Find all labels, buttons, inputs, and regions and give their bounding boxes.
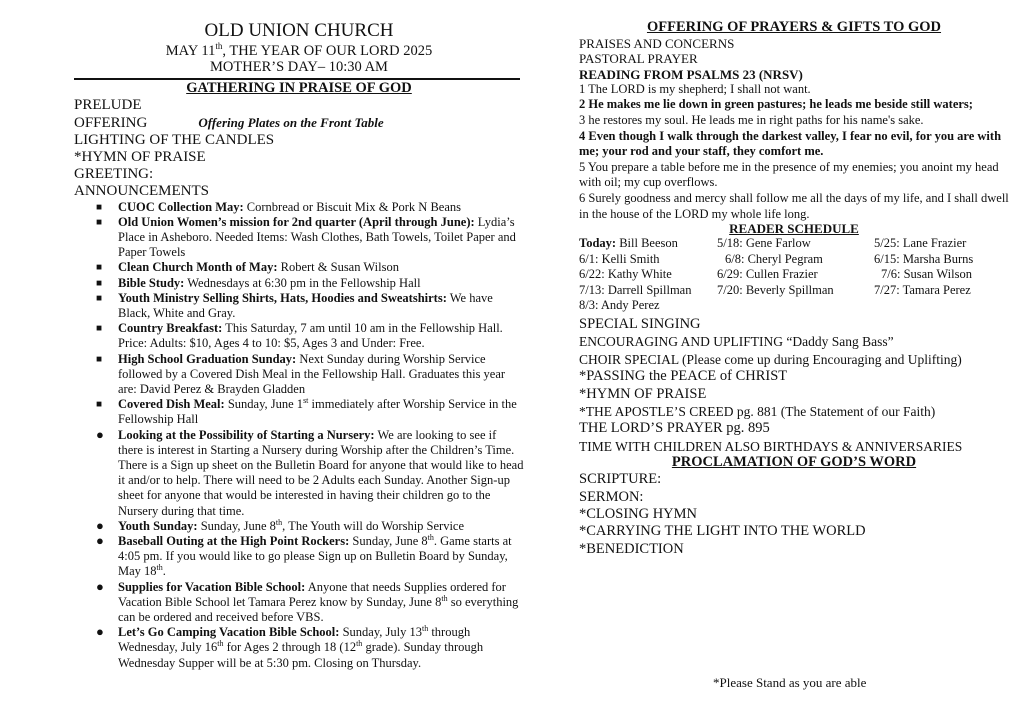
church-name: OLD UNION CHURCH	[204, 20, 394, 41]
square-bullet-icon: ■	[96, 353, 103, 365]
order-pastoral-prayer: PASTORAL PRAYER	[579, 51, 698, 67]
psalm-verse-3: 3 he restores my soul. He leads me in right paths for his name's sake.	[579, 113, 924, 128]
list-item: ■ CUOC Collection May: Cornbread or Biscuit Mix & Pork N Beans	[96, 199, 462, 214]
schedule-cell	[874, 298, 979, 314]
round-bullet-icon: ●	[96, 532, 104, 548]
schedule-cell: 7/27: Tamara Perez	[874, 282, 971, 297]
list-item: ● Youth Sunday: Sunday, June 8th, The Youth will do Worship Service	[96, 517, 465, 533]
schedule-cell: 5/18: Gene Farlow	[717, 236, 811, 251]
round-bullet-icon: ●	[96, 578, 104, 594]
section-heading-proclamation: PROCLAMATION OF GOD’S WORD	[671, 454, 917, 471]
order-sermon: SERMON:	[579, 488, 644, 505]
list-item: ● Baseball Outing at the High Point Rockers: Sunday, June 8th. Game starts at 4:05 pm. If you would like to go please Sign up on Bulletin Board by Sunday, May 18th.	[96, 532, 512, 579]
bulletin-header	[74, 20, 524, 76]
round-bullet-icon: ●	[96, 426, 104, 442]
order-greeting: GREETING:	[74, 165, 154, 182]
schedule-cell: 7/20: Beverly Spillman	[717, 282, 834, 297]
schedule-cell: 7/13: Darrell Spillman	[579, 282, 692, 297]
psalm-verse-1: 1 The LORD is my shepherd; I shall not want.	[579, 81, 811, 96]
square-bullet-icon: ■	[96, 323, 103, 335]
order-time-with-children: TIME WITH CHILDREN ALSO BIRTHDAYS & ANNIVERSARIES	[579, 438, 963, 454]
table-row	[579, 298, 979, 314]
square-bullet-icon: ■	[96, 399, 103, 411]
psalm-verse-6: 6 Surely goodness and mercy shall follow me all the days of my life, and I shall dwell in the house of the LORD my whole life long.	[579, 190, 1009, 221]
reader-schedule-table	[579, 236, 979, 314]
order-benediction: *BENEDICTION	[579, 540, 684, 557]
order-offering: OFFERING Offering Plates on the Front Table	[74, 114, 384, 131]
right-column	[579, 20, 1009, 558]
table-row	[579, 283, 979, 299]
stand-note: *Please Stand as you are able	[713, 675, 867, 690]
list-item: ■ Youth Ministry Selling Shirts, Hats, Hoodies and Sweatshirts: We have Black, White and Gray.	[96, 290, 493, 320]
order-choir-special: CHOIR SPECIAL (Please come up during Encouraging and Uplifting)	[579, 351, 962, 367]
schedule-cell: 6/8: Cheryl Pegram	[725, 251, 823, 266]
square-bullet-icon: ■	[96, 262, 103, 274]
list-item: ■ High School Graduation Sunday: Next Sunday during Worship Service followed by a Covered Dish Meal in the Fellowship Hall. Graduates this year are: David Perez & Brayden Gladden	[96, 351, 506, 396]
list-item: ● Supplies for Vacation Bible School: Anyone that needs Supplies ordered for Vacation Bible School let Tamara Perez know by Sunday, June 8th so everything can be ordered and received before VBS.	[96, 578, 519, 624]
schedule-cell: 6/15: Marsha Burns	[874, 251, 974, 266]
list-item: ■ Clean Church Month of May: Robert & Susan Wilson	[96, 260, 399, 275]
order-apostles-creed: *THE APOSTLE’S CREED pg. 881 (The Statement of our Faith)	[579, 404, 936, 419]
round-bullet-icon: ●	[96, 624, 104, 640]
square-bullet-icon: ■	[96, 277, 103, 289]
square-bullet-icon: ■	[96, 216, 103, 228]
order-lighting: LIGHTING OF THE CANDLES	[74, 131, 275, 148]
left-column	[74, 20, 524, 671]
square-bullet-icon: ■	[96, 201, 103, 213]
announcement-list	[74, 200, 524, 671]
list-item: ■ Covered Dish Meal: Sunday, June 1st immediately after Worship Service in the Fellowship Hall	[96, 395, 517, 427]
list-item: ■ Bible Study: Wednesdays at 6:30 pm in the Fellowship Hall	[96, 275, 421, 290]
schedule-cell: 6/1: Kelli Smith	[579, 251, 660, 266]
list-item: ■ Old Union Women’s mission for 2nd quarter (April through June): Lydia’s Place in Asheboro. Needed Items: Wash Clothes, Bath Towels, Toilet Paper and Paper Towels	[96, 214, 516, 260]
service-date: MAY 11th, THE YEAR OF OUR LORD 2025	[165, 41, 433, 60]
order-scripture: SCRIPTURE:	[579, 471, 662, 488]
order-closing-hymn: *CLOSING HYMN	[579, 505, 698, 522]
psalm-verse-5: 5 You prepare a table before me in the presence of my enemies; you anoint my head with oil; my cup overflows.	[579, 159, 999, 190]
order-passing-peace: *PASSING the PEACE of CHRIST	[579, 368, 788, 385]
order-announcements: ANNOUNCEMENTS	[74, 182, 209, 199]
list-item: ● Looking at the Possibility of Starting a Nursery: We are looking to see if there is interest in Starting a Nursery during Worship after the Children’s Time. There is a Sign up sheet on the Bulletin Board for anyone that would like to head it and/or to help. There will need to be 2 Adults each Sunday. Another Sign-up sheet for anyone that would be interested in having their children go to the Nursery during that time.	[96, 426, 524, 518]
schedule-cell: 5/25: Lane Frazier	[874, 236, 967, 251]
order-encouraging: ENCOURAGING AND UPLIFTING “Daddy Sang Bass”	[579, 334, 894, 350]
section-heading-gathering: GATHERING IN PRAISE OF GOD	[186, 79, 412, 96]
order-praises: PRAISES AND CONCERNS	[579, 35, 735, 51]
order-prelude: PRELUDE	[74, 96, 142, 113]
reader-schedule-heading: READER SCHEDULE	[729, 221, 859, 237]
round-bullet-icon: ●	[96, 517, 104, 533]
schedule-cell: 8/3: Andy Perez	[579, 298, 660, 313]
section-heading-offering: OFFERING OF PRAYERS & GIFTS TO GOD	[646, 19, 942, 35]
order-hymn: *HYMN OF PRAISE	[74, 148, 206, 165]
table-row	[579, 236, 979, 252]
schedule-cell: Today: Bill Beeson	[579, 236, 678, 251]
table-row	[579, 267, 979, 283]
table-row	[579, 252, 979, 268]
schedule-cell	[717, 298, 874, 314]
order-carrying-light: *CARRYING THE LIGHT INTO THE WORLD	[579, 523, 866, 540]
list-item: ■ Country Breakfast: This Saturday, 7 am until 10 am in the Fellowship Hall. Price: Adults: $10, Ages 4 to 10: $5, Ages 3 and Under: Free.	[96, 321, 503, 351]
list-item: ● Let’s Go Camping Vacation Bible School: Sunday, July 13th through Wednesday, July 16th for Ages 2 through 18 (12th grade). Sunday through Wednesday Supper will be at 5:30 pm. Closing on Thursday.	[96, 624, 484, 670]
schedule-cell: 7/6: Susan Wilson	[881, 267, 972, 282]
psalm-verse-4: 4 Even though I walk through the darkest valley, I fear no evil, for you are with me; your rod and your staff, they comfort me.	[579, 128, 1002, 159]
reading-heading: READING FROM PSALMS 23 (NRSV)	[579, 66, 803, 82]
schedule-cell: 6/29: Cullen Frazier	[717, 267, 818, 282]
square-bullet-icon: ■	[96, 292, 103, 304]
offering-note: Offering Plates on the Front Table	[198, 114, 384, 130]
service-title: MOTHER’S DAY– 10:30 AM	[210, 59, 388, 76]
order-special-singing: SPECIAL SINGING	[579, 315, 701, 332]
order-hymn-of-praise: *HYMN OF PRAISE	[579, 385, 707, 402]
schedule-cell: 6/22: Kathy White	[579, 267, 672, 282]
order-lords-prayer: THE LORD’S PRAYER pg. 895	[579, 420, 770, 437]
psalm-verse-2: 2 He makes me lie down in green pastures; he leads me beside still waters;	[579, 97, 973, 112]
